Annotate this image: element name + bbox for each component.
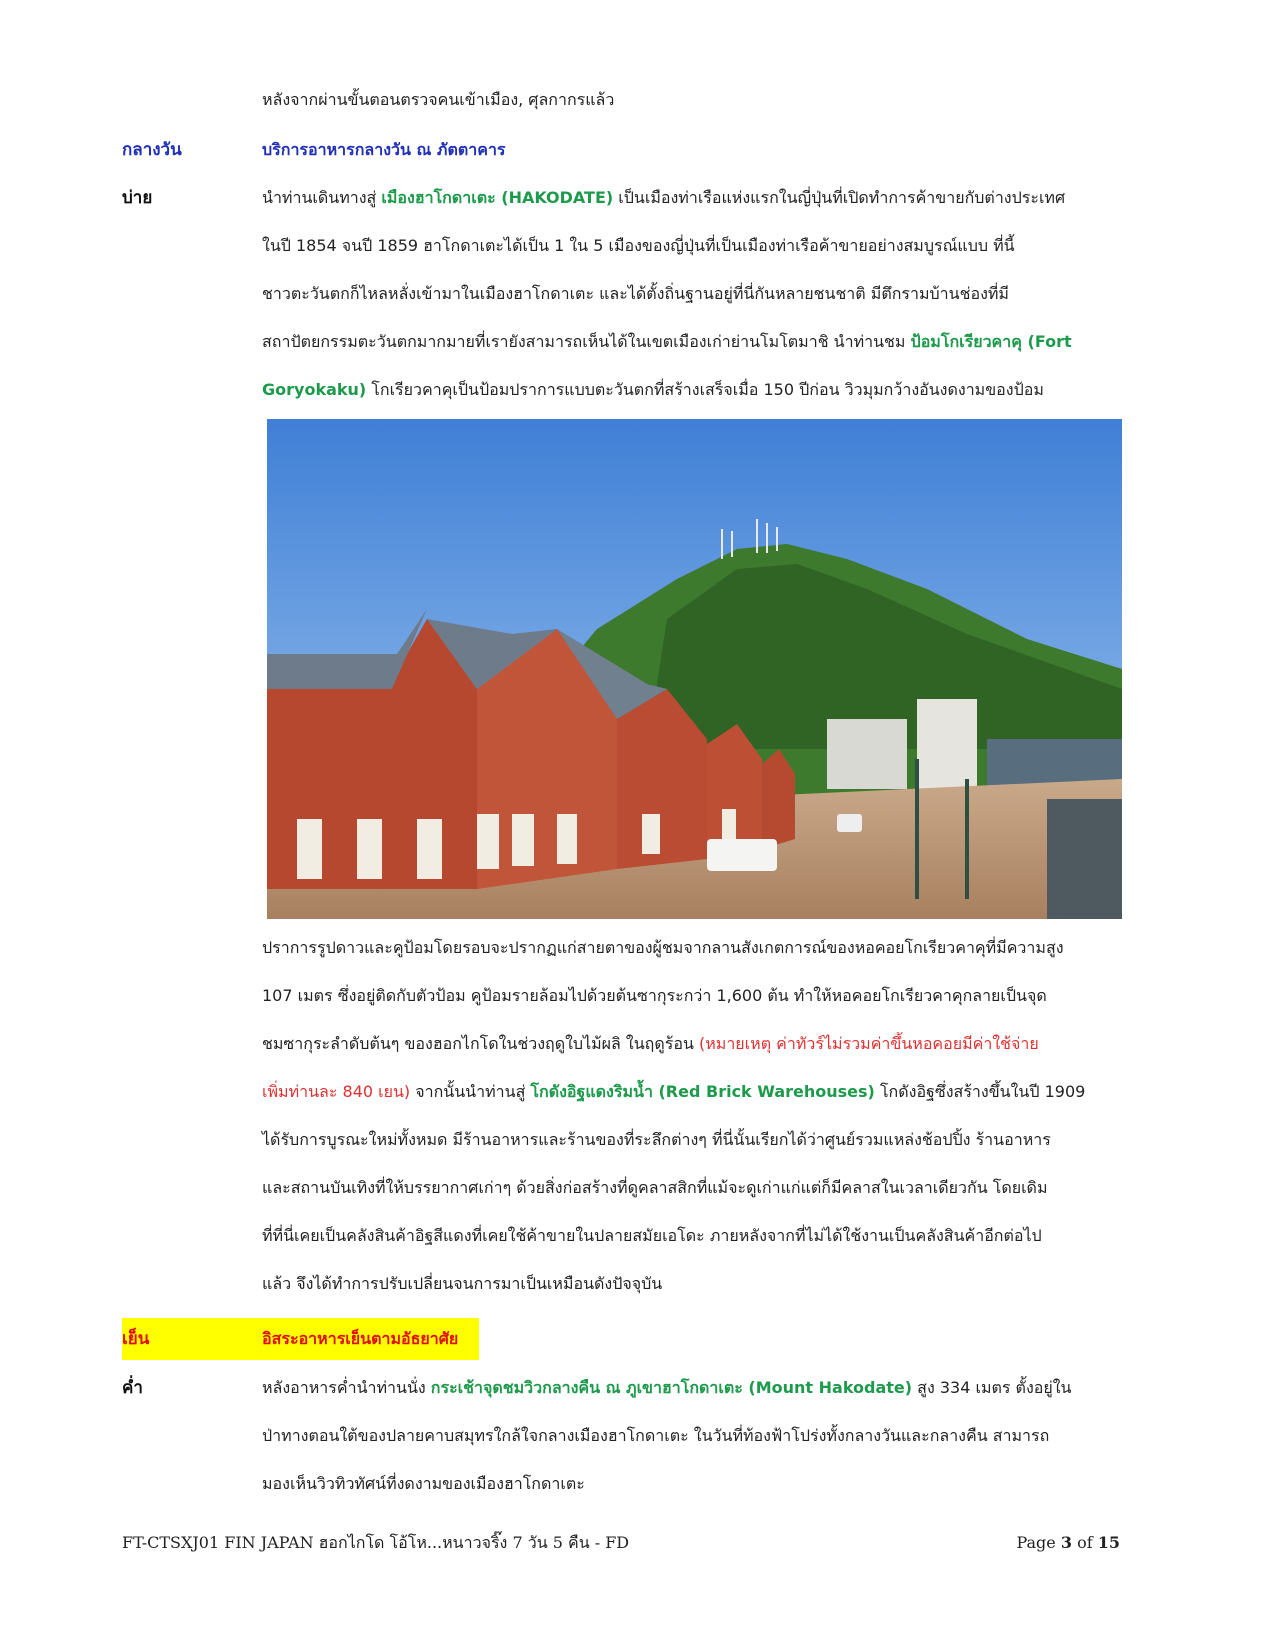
price-note: (หมายเหตุ ค่าทัวร์ไม่รวมค่าขึ้นหอคอยมีค่าใช้จ่าย — [698, 1034, 1039, 1053]
afternoon-line-2: ในปี 1854 จนปี 1859 ฮาโกดาเตะได้เป็น 1 ใน 5 เมืองของญี่ปุ่นที่เป็นเมืองท่าเรือค้าขายอย่างสมบูรณ์แบบ ที่นี้ — [262, 236, 1015, 255]
text-span: นำท่านเดินทางสู่ — [262, 188, 382, 207]
afternoon-line-1 — [262, 188, 1065, 208]
text-span: เป็นเมืองท่าเรือแห่งแรกในญี่ปุ่นที่เปิดทำการค้าขายกับต่างประเทศ — [613, 188, 1066, 207]
afternoon-line-10: ได้รับการบูรณะใหม่ทั้งหมด มีร้านอาหารและร้านของที่ระลึกต่างๆ ที่นี่นั้นเรียกได้ว่าศูนย์รวมแหล่งช้อปปิ้ง ร้านอาหาร — [262, 1130, 1051, 1149]
mount-hakodate-highlight: กระเช้าจุดชมวิวกลางคืน ณ ภูเขาฮาโกดาเตะ (Mount Hakodate) — [430, 1378, 913, 1397]
night-line-1 — [262, 1378, 1072, 1398]
dinner-label: เย็น — [122, 1329, 150, 1349]
lunch-text: บริการอาหารกลางวัน ณ ภัตตาคาร — [262, 140, 506, 159]
afternoon-line-4 — [262, 332, 1072, 352]
red-brick-warehouses-photo — [267, 419, 1122, 919]
dinner-text: อิสระอาหารเย็นตามอัธยาศัย — [262, 1329, 459, 1348]
text-span: of — [1072, 1533, 1098, 1552]
text-span: ชมซากุระลำดับต้นๆ ของฮอกไกโดในช่วงฤดูใบไม้ผลิ ในฤดูร้อน — [262, 1034, 699, 1053]
afternoon-line-9 — [262, 1082, 1085, 1102]
text-span: โกดังอิฐซึ่งสร้างขึ้นในปี 1909 — [874, 1082, 1086, 1101]
text-span: สูง 334 เมตร ตั้งอยู่ใน — [912, 1378, 1072, 1397]
text-span: โกเรียวคาคุเป็นป้อมปราการแบบตะวันตกที่สร้างเสร็จเมื่อ 150 ปีก่อน วิวมุมกว้างอันงดงามของป้อม — [366, 380, 1044, 399]
afternoon-line-5 — [262, 380, 1044, 400]
goryokaku-highlight-cont: Goryokaku) — [262, 380, 367, 399]
price-note-cont: เพิ่มท่านละ 840 เยน) — [262, 1082, 411, 1101]
text-span: หลังอาหารค่ำนำท่านนั่ง — [262, 1378, 431, 1397]
afternoon-line-13: แล้ว จึงได้ทำการปรับเปลี่ยนจนการมาเป็นเหมือนดังปัจจุบัน — [262, 1274, 663, 1293]
footer-title: FT-CTSXJ01 FIN JAPAN ฮอกไกโด โอ้โห...หนาวจริ๊ง 7 วัน 5 คืน - FD — [122, 1533, 630, 1552]
night-line-3: มองเห็นวิวทิวทัศน์ที่งดงามของเมืองฮาโกดาเตะ — [262, 1474, 585, 1493]
total-pages: 15 — [1097, 1533, 1120, 1552]
afternoon-line-8 — [262, 1034, 1039, 1054]
afternoon-line-6: ปราการรูปดาวและคูป้อมโดยรอบจะปรากฏแก่สายตาของผู้ชมจากลานสังเกตการณ์ของหอคอยโกเรียวคาคุที่มีความสูง — [262, 938, 1064, 957]
hakodate-highlight: เมืองฮาโกดาเตะ (HAKODATE) — [381, 188, 614, 207]
text-span: Page — [1016, 1533, 1061, 1552]
afternoon-line-12: ที่ที่นี่เคยเป็นคลังสินค้าอิฐสีแดงที่เคยใช้ค้าขายในปลายสมัยเอโดะ ภายหลังจากที่ไม่ได้ใช้งานเป็นคลังสินค้าอีกต่อไป — [262, 1226, 1042, 1245]
afternoon-line-7: 107 เมตร ซึ่งอยู่ติดกับตัวป้อม คูป้อมรายล้อมไปด้วยต้นซากุระกว่า 1,600 ต้น ทำให้หอคอยโกเรียวคาคุกลายเป็นจุด — [262, 986, 1047, 1005]
afternoon-label: บ่าย — [122, 188, 153, 208]
night-line-2: ป่าทางตอนใต้ของปลายคาบสมุทรใกล้ใจกลางเมืองฮาโกดาเตะ ในวันที่ท้องฟ้าโปร่งทั้งกลางวันและกลางคืน สามารถ — [262, 1426, 1050, 1445]
red-brick-highlight: โกดังอิฐแดงริมน้ำ (Red Brick Warehouses) — [530, 1082, 875, 1101]
current-page: 3 — [1060, 1533, 1072, 1552]
afternoon-line-3: ชาวตะวันตกก็ไหลหลั่งเข้ามาในเมืองฮาโกดาเตะ และได้ตั้งถิ่นฐานอยู่ที่นี่กันหลายชนชาติ มีตึกรามบ้านช่องที่มี — [262, 284, 1009, 303]
intro-line: หลังจากผ่านขั้นตอนตรวจคนเข้าเมือง, ศุลกากรแล้ว — [262, 90, 615, 109]
afternoon-line-11: และสถานบันเทิงที่ให้บรรยากาศเก่าๆ ด้วยสิ่งก่อสร้างที่ดูคลาสสิกที่แม้จะดูเก่าแก่แต่ก็มีคลาสในเวลาเดียวกัน โดยเดิม — [262, 1178, 1048, 1197]
page-number — [1016, 1533, 1120, 1553]
night-label: ค่ำ — [122, 1378, 143, 1398]
text-span: สถาปัตยกรรมตะวันตกมากมายที่เรายังสามารถเห็นได้ในเขตเมืองเก่าย่านโมโตมาชิ นำท่านชม — [262, 332, 911, 351]
text-span: จากนั้นนำท่านสู่ — [410, 1082, 531, 1101]
goryokaku-highlight: ป้อมโกเรียวคาคุ (Fort — [910, 332, 1072, 351]
lunch-label: กลางวัน — [122, 140, 182, 160]
